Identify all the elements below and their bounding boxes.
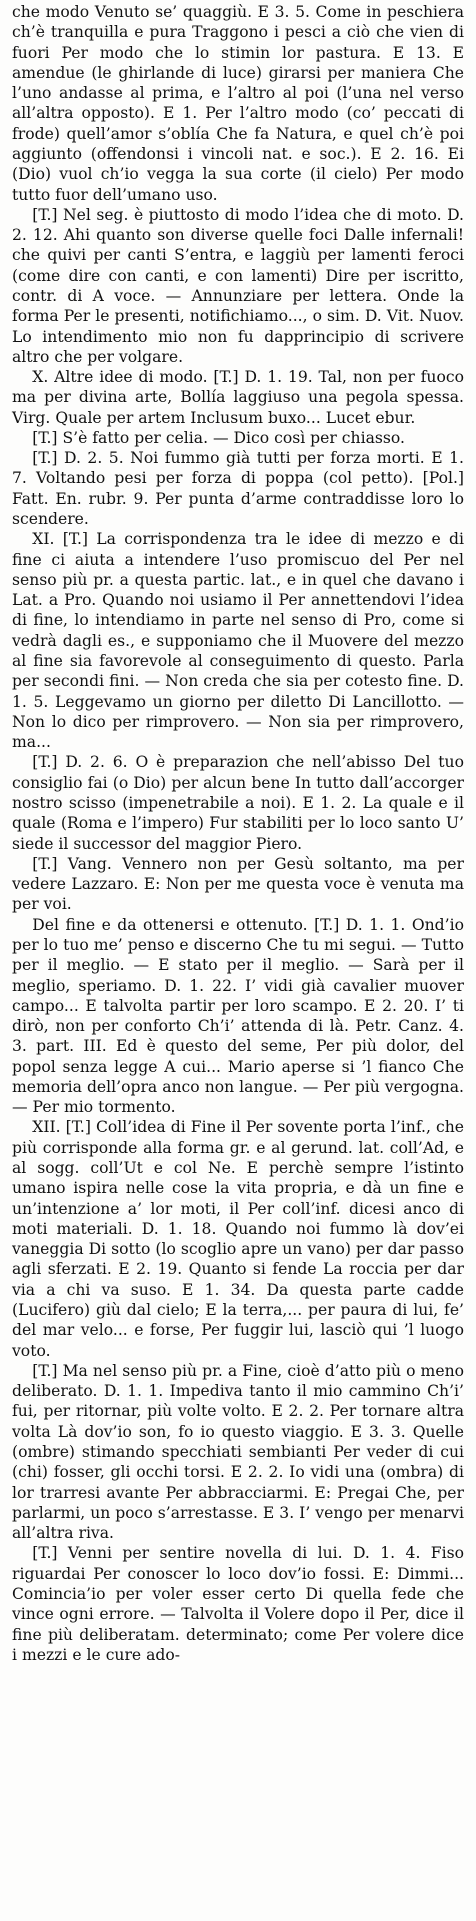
section-paragraph: XII. [T.] Coll’idea di Fine il Per sovente porta l’inf., che più corrisponde alla forma gr. e al gerund. lat. coll’Ad, e al sogg. coll’Ut e col Ne. E perchè sempre l’istinto umano ispira nelle cose la vita propria, e dà un fine e un’intenzione a’ lor moti, il Per coll’inf. dicesi anco di moti materiali. D. 1. 18. Quando noi fummo là dov’ei vaneggia Di sotto (lo scoglio apre un vano) per dar passo agli sferzati. E 2. 19. Quanto si fende La roccia per dar via a chi va suso. E 1. 34. Da questa parte cadde (Lucifero) giù dal cielo; E la terra,... per paura di lui, fe’ del mar velo... e forse, Per fuggir lui, lasciò qui ’l luogo voto. (12, 1118, 464, 1360)
paragraph: [T.] D. 2. 6. O è preparazion che nell’abisso Del tuo consiglio fai (o Dio) per alcun bene In tutto dall’accorger nostro scisso (impenetrabile a noi). E 1. 2. La quale e il quale (Roma e l’impero) Fur stabiliti per lo loco santo U’ siede il successor del maggior Piero. (12, 753, 464, 853)
paragraph: [T.] Vang. Vennero non per Gesù soltanto, ma per vedere Lazzaro. E: Non per me questa voce è venuta ma per voi. (12, 854, 464, 914)
paragraph: che modo Venuto se’ quaggiù. E 3. 5. Come in peschiera ch’è tranquilla e pura Traggono i pesci a ciò che vien di fuori Per modo che lo stimin lor pastura. E 13. E amendue (le ghirlande di luce) girarsi per maniera Che l’uno andasse al prima, e l’altro al poi (l’una nel verso all’altra opposto). E 1. Per l’altro modo (co’ peccati di frode) quell’amor s’oblía Che fa Natura, e quel ch’è poi aggiunto (offendonsi i vincoli nat. e soc.). E 2. 16. Ei (Dio) vuol ch’io vegga la sua corte (il cielo) Per modo tutto fuor dell’umano uso. (12, 3, 464, 204)
section-paragraph: XI. [T.] La corrispondenza tra le idee di mezzo e di fine ci aiuta a intendere l’uso promiscuo del Per nel senso più pr. a questa partic. lat., e in quel che davano i Lat. a Pro. Quando noi usiamo il Per annettendovi l’idea di fine, lo intendiamo in parte nel senso di Pro, come si vedrà dagli es., e supponiamo che il Muovere del mezzo al fine sia favorevole al conseguimento di questo. Parla per secondi fini. — Non creda che sia per cotesto fine. D. 1. 5. Leggevamo un giorno per diletto Di Lancillotto. — Non lo dico per rimprovero. — Non sia per rimprovero, ma... (12, 530, 464, 752)
paragraph: [T.] Nel seg. è piuttosto di modo l’idea che di moto. D. 2. 12. Ahi quanto son diverse quelle foci Dalle infernali! che quivi per canti S’entra, e laggiù per lamenti feroci (come dire con canti, e con lamenti) Dire per iscritto, contr. di A voce. — Annunziare per lettera. Onde la forma Per le presenti, notifichiamo..., o sim. D. Vit. Nuov. Lo intendimento mio non fu dapprincipio di scrivere altro che per volgare. (12, 205, 464, 366)
paragraph: [T.] Ma nel senso più pr. a Fine, cioè d’atto più o meno deliberato. D. 1. 1. Impediva tanto il mio cammino Ch’i’ fui, per ritornar, più volte volto. E 2. 2. Per tornare altra volta Là dov’io son, fo io questo viaggio. E 3. 3. Quelle (ombre) stimando specchiati sembianti Per veder di cui (chi) fosser, gli occhi torsi. E 2. 2. Io vidi una (ombra) di lor trarresi avante Per abbracciarmi. E: Pregai Che, per parlarmi, un poco s’arrestasse. E 3. I’ vengo per menarvi all’altra riva. (12, 1361, 464, 1543)
paragraph: [T.] D. 2. 5. Noi fummo già tutti per forza morti. E 1. 7. Voltando pesi per forza di poppa (col petto). [Pol.] Fatt. En. rubr. 9. Per punta d’arme contraddisse loro lo scendere. (12, 449, 464, 529)
paragraph: [T.] S’è fatto per celia. — Dico così per chiasso. (32, 428, 405, 447)
section-paragraph: X. Altre idee di modo. [T.] D. 1. 19. Tal, non per fuoco ma per divina arte, Bollía laggiuso una pegola spessa. Virg. Quale per artem Inclusum buxo... Lucet ebur. (12, 368, 464, 427)
paragraph: Del fine e da ottenersi e ottenuto. [T.] D. 1. 1. Ond’io per lo tuo me’ penso e discerno Che tu mi segui. — Tutto per il meglio. — E stato per il meglio. — Sarà per il meglio, speriamo. D. 1. 22. I’ vidi già cavalier muover campo... E talvolta partir per loro scampo. E 2. 20. I’ ti dirò, non per conforto Ch’i’ attenda di là. Petr. Canz. 4. 3. part. III. Ed è questo del seme, Per più dolor, del popol senza legge A cui... Mario aperse si ’l fianco Che memoria dell’opra anco non langue. — Per più vergogna. — Per mio tormento. (12, 915, 464, 1117)
paragraph: [T.] Venni per sentire novella di lui. D. 1. 4. Fiso riguardai Per conoscer lo loco dov’io fossi. E: Dimmi... Comincia’io per voler esser certo Di quella fede che vince ogni errore. — Talvolta il Volere dopo il Per, dice il fine più deliberatam. determinato; come Per volere dice i mezzi e le cure ado- (12, 1544, 464, 1664)
